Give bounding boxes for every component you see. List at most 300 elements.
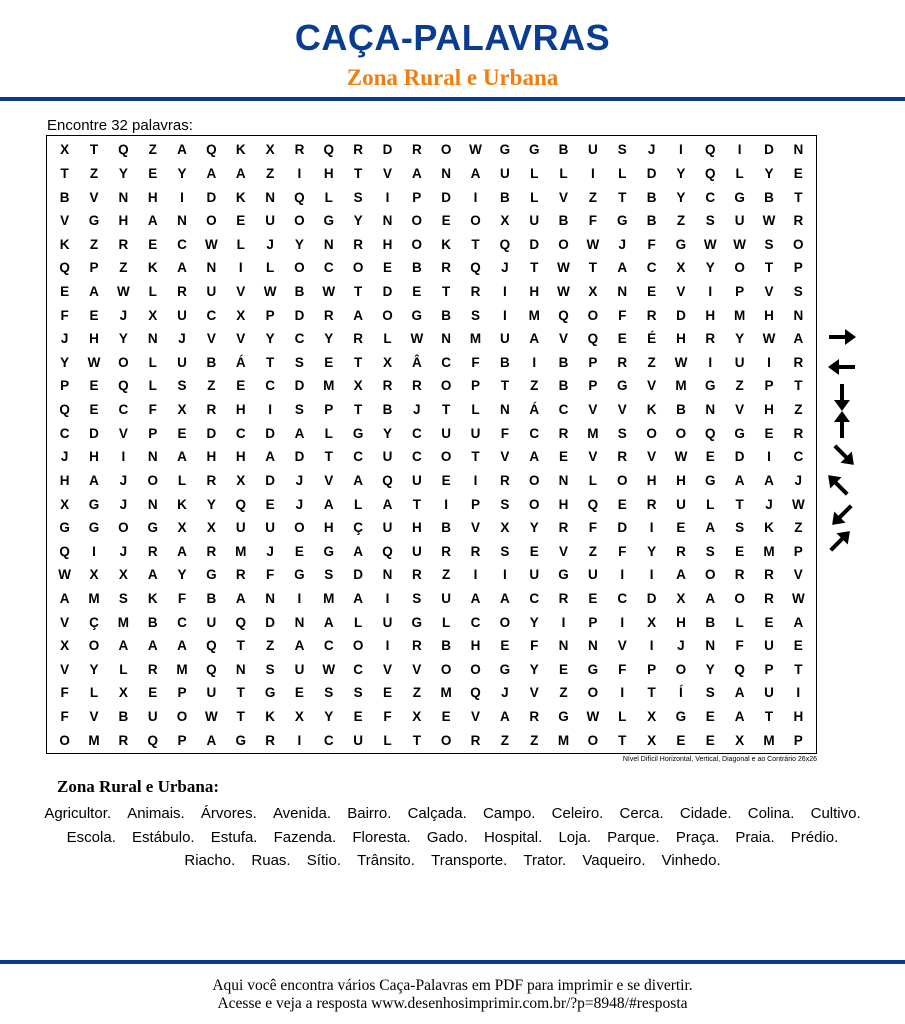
grid-letter[interactable]: Z [119, 260, 128, 276]
grid-letter[interactable]: P [588, 354, 598, 370]
grid-letter[interactable]: R [705, 331, 716, 347]
grid-letter[interactable]: V [382, 661, 392, 677]
grid-letter[interactable]: V [236, 283, 246, 299]
grid-letter[interactable]: E [617, 496, 627, 512]
grid-letter[interactable]: N [265, 189, 275, 205]
grid-letter[interactable]: V [471, 709, 481, 725]
grid-letter[interactable]: J [119, 496, 128, 512]
grid-letter[interactable]: P [793, 260, 803, 276]
grid-letter[interactable]: T [354, 354, 363, 370]
grid-letter[interactable]: E [89, 402, 99, 418]
grid-letter[interactable]: L [324, 425, 333, 441]
grid-letter[interactable]: E [764, 425, 774, 441]
grid-letter[interactable]: J [647, 142, 656, 158]
grid-letter[interactable]: M [734, 307, 746, 323]
grid-letter[interactable]: E [676, 732, 686, 748]
grid-letter[interactable]: A [177, 142, 187, 158]
grid-letter[interactable]: E [441, 213, 451, 229]
grid-letter[interactable]: T [764, 260, 774, 276]
grid-letter[interactable]: P [793, 543, 803, 559]
grid-letter[interactable]: U [382, 614, 393, 630]
grid-letter[interactable]: C [617, 590, 628, 606]
grid-letter[interactable]: Q [323, 142, 335, 158]
grid-letter[interactable]: M [323, 590, 335, 606]
grid-letter[interactable]: N [617, 283, 628, 299]
grid-letter[interactable]: J [501, 685, 509, 701]
grid-letter[interactable]: C [59, 425, 70, 441]
grid-letter[interactable]: X [353, 378, 363, 394]
grid-letter[interactable]: R [617, 354, 628, 370]
grid-letter[interactable]: T [530, 260, 539, 276]
grid-letter[interactable]: G [587, 661, 599, 677]
grid-letter[interactable]: D [646, 165, 657, 181]
grid-letter[interactable]: U [265, 520, 275, 536]
grid-letter[interactable]: I [121, 449, 126, 465]
grid-letter[interactable]: R [470, 732, 481, 748]
grid-letter[interactable]: E [236, 378, 246, 394]
grid-letter[interactable]: V [617, 638, 627, 654]
grid-letter[interactable]: O [294, 520, 305, 536]
grid-letter[interactable]: O [793, 236, 804, 252]
grid-letter[interactable]: B [147, 614, 158, 630]
grid-letter[interactable]: C [411, 425, 422, 441]
grid-letter[interactable]: B [499, 354, 510, 370]
grid-letter[interactable]: V [588, 449, 598, 465]
grid-letter[interactable]: I [473, 567, 478, 583]
grid-letter[interactable]: U [147, 709, 158, 725]
grid-letter[interactable]: A [529, 449, 540, 465]
grid-letter[interactable]: R [294, 142, 305, 158]
grid-letter[interactable]: Q [734, 661, 745, 677]
grid-letter[interactable]: R [118, 236, 129, 252]
grid-letter[interactable]: X [735, 732, 745, 748]
grid-letter[interactable]: R [734, 567, 745, 583]
grid-letter[interactable]: A [470, 165, 481, 181]
grid-letter[interactable]: S [500, 496, 510, 512]
grid-letter[interactable]: Q [382, 543, 393, 559]
grid-letter[interactable]: W [205, 709, 218, 725]
grid-letter[interactable]: Q [118, 378, 129, 394]
grid-letter[interactable]: T [764, 709, 774, 725]
grid-letter[interactable]: D [529, 236, 540, 252]
grid-letter[interactable]: E [353, 709, 363, 725]
grid-letter[interactable]: U [529, 213, 540, 229]
grid-letter[interactable]: U [353, 732, 363, 748]
grid-letter[interactable]: T [412, 732, 421, 748]
grid-letter[interactable]: C [558, 402, 569, 418]
grid-letter[interactable]: R [147, 543, 158, 559]
grid-letter[interactable]: Q [59, 402, 70, 418]
grid-letter[interactable]: L [354, 614, 363, 630]
grid-letter[interactable]: Y [265, 331, 275, 347]
grid-letter[interactable]: A [705, 590, 716, 606]
grid-letter[interactable]: X [588, 283, 598, 299]
grid-letter[interactable]: T [735, 496, 744, 512]
grid-letter[interactable]: G [147, 520, 158, 536]
grid-letter[interactable]: L [177, 472, 187, 488]
grid-letter[interactable]: X [676, 590, 686, 606]
grid-letter[interactable]: P [471, 496, 481, 512]
grid-letter[interactable]: A [294, 425, 305, 441]
grid-letter[interactable]: K [235, 189, 246, 205]
grid-letter[interactable]: A [177, 543, 187, 559]
grid-letter[interactable]: I [679, 142, 683, 158]
grid-letter[interactable]: J [413, 402, 421, 418]
grid-letter[interactable]: Z [207, 378, 216, 394]
grid-letter[interactable]: G [206, 567, 217, 583]
grid-letter[interactable]: G [411, 307, 423, 323]
grid-letter[interactable]: O [587, 685, 599, 701]
grid-letter[interactable]: C [705, 189, 716, 205]
grid-letter[interactable]: I [502, 307, 507, 323]
grid-letter[interactable]: I [796, 685, 801, 701]
grid-letter[interactable]: X [236, 307, 246, 323]
grid-letter[interactable]: L [735, 614, 744, 630]
grid-letter[interactable]: U [206, 685, 217, 701]
grid-letter[interactable]: H [646, 472, 657, 488]
grid-letter[interactable]: V [793, 567, 803, 583]
grid-letter[interactable]: A [353, 590, 363, 606]
grid-letter[interactable]: T [354, 283, 363, 299]
grid-letter[interactable]: F [148, 402, 157, 418]
grid-letter[interactable]: B [764, 189, 774, 205]
grid-letter[interactable]: V [60, 213, 70, 229]
grid-letter[interactable]: X [412, 709, 422, 725]
grid-letter[interactable]: F [588, 213, 598, 229]
grid-letter[interactable]: Y [764, 165, 774, 181]
grid-letter[interactable]: T [471, 449, 480, 465]
grid-letter[interactable]: V [735, 402, 745, 418]
grid-letter[interactable]: C [177, 614, 187, 630]
grid-letter[interactable]: H [676, 472, 686, 488]
grid-letter[interactable]: O [352, 638, 364, 654]
grid-letter[interactable]: Z [89, 236, 99, 252]
grid-letter[interactable]: A [89, 283, 99, 299]
grid-letter[interactable]: N [705, 638, 716, 654]
grid-letter[interactable]: C [353, 661, 363, 677]
grid-letter[interactable]: R [470, 543, 481, 559]
grid-letter[interactable]: X [500, 520, 510, 536]
grid-letter[interactable]: V [588, 402, 598, 418]
grid-letter[interactable]: Q [587, 331, 599, 347]
grid-letter[interactable]: N [705, 402, 716, 418]
grid-letter[interactable]: V [89, 709, 99, 725]
grid-letter[interactable]: G [705, 472, 716, 488]
grid-letter[interactable]: F [588, 520, 598, 536]
grid-letter[interactable]: C [118, 402, 129, 418]
grid-letter[interactable]: O [734, 590, 745, 606]
grid-letter[interactable]: P [177, 732, 187, 748]
grid-letter[interactable]: P [588, 378, 598, 394]
grid-letter[interactable]: V [500, 449, 510, 465]
grid-letter[interactable]: H [206, 449, 217, 465]
grid-letter[interactable]: L [706, 496, 715, 512]
grid-letter[interactable]: K [147, 590, 158, 606]
grid-letter[interactable]: I [532, 354, 537, 370]
grid-letter[interactable]: I [502, 283, 507, 299]
grid-letter[interactable]: R [558, 590, 569, 606]
grid-letter[interactable]: I [297, 732, 302, 748]
grid-letter[interactable]: V [60, 661, 70, 677]
grid-letter[interactable]: E [559, 449, 569, 465]
grid-letter[interactable]: V [559, 543, 569, 559]
grid-letter[interactable]: O [587, 732, 599, 748]
grid-letter[interactable]: V [236, 331, 246, 347]
grid-letter[interactable]: C [470, 614, 481, 630]
grid-letter[interactable]: E [265, 496, 275, 512]
grid-letter[interactable]: A [499, 709, 510, 725]
grid-letter[interactable]: E [60, 283, 70, 299]
grid-letter[interactable]: R [265, 732, 275, 748]
grid-letter[interactable]: I [620, 685, 625, 701]
grid-letter[interactable]: X [60, 496, 70, 512]
grid-letter[interactable]: D [734, 449, 745, 465]
grid-letter[interactable]: I [620, 567, 625, 583]
grid-letter[interactable]: R [411, 638, 422, 654]
grid-letter[interactable]: D [676, 307, 686, 323]
grid-letter[interactable]: D [206, 425, 217, 441]
grid-letter[interactable]: Z [148, 142, 157, 158]
grid-letter[interactable]: F [265, 567, 275, 583]
grid-letter[interactable]: O [587, 307, 599, 323]
grid-letter[interactable]: O [59, 732, 70, 748]
grid-letter[interactable]: O [616, 472, 628, 488]
grid-letter[interactable]: G [411, 614, 423, 630]
grid-letter[interactable]: Q [206, 661, 217, 677]
grid-letter[interactable]: L [618, 709, 627, 725]
grid-letter[interactable]: R [646, 307, 657, 323]
grid-letter[interactable]: R [235, 567, 246, 583]
grid-letter[interactable]: P [793, 732, 803, 748]
grid-letter[interactable]: A [734, 685, 745, 701]
grid-letter[interactable]: I [561, 614, 566, 630]
grid-letter[interactable]: W [586, 709, 600, 725]
grid-letter[interactable]: Q [147, 732, 158, 748]
grid-letter[interactable]: X [148, 307, 158, 323]
grid-letter[interactable]: R [441, 543, 452, 559]
grid-letter[interactable]: O [440, 142, 452, 158]
grid-letter[interactable]: B [646, 189, 657, 205]
grid-letter[interactable]: O [558, 236, 569, 252]
grid-letter[interactable]: Y [382, 425, 392, 441]
grid-letter[interactable]: C [323, 638, 334, 654]
grid-letter[interactable]: E [793, 165, 803, 181]
grid-letter[interactable]: P [60, 378, 70, 394]
grid-letter[interactable]: I [708, 283, 713, 299]
grid-letter[interactable]: X [236, 472, 246, 488]
grid-letter[interactable]: Q [59, 543, 70, 559]
grid-letter[interactable]: Y [206, 496, 216, 512]
grid-letter[interactable]: S [764, 236, 774, 252]
grid-letter[interactable]: H [323, 520, 334, 536]
grid-letter[interactable]: H [59, 472, 70, 488]
grid-letter[interactable]: A [147, 567, 158, 583]
grid-letter[interactable]: G [616, 213, 628, 229]
grid-letter[interactable]: B [676, 402, 686, 418]
grid-letter[interactable]: N [294, 614, 305, 630]
grid-letter[interactable]: R [206, 543, 217, 559]
grid-letter[interactable]: G [558, 709, 569, 725]
grid-letter[interactable]: U [764, 685, 774, 701]
grid-letter[interactable]: I [297, 165, 302, 181]
grid-letter[interactable]: Y [60, 354, 70, 370]
grid-letter[interactable]: A [323, 496, 334, 512]
grid-letter[interactable]: V [118, 425, 128, 441]
grid-letter[interactable]: A [793, 331, 804, 347]
grid-letter[interactable]: L [618, 165, 627, 181]
grid-letter[interactable]: R [676, 543, 686, 559]
grid-letter[interactable]: Y [676, 165, 686, 181]
grid-letter[interactable]: N [441, 331, 452, 347]
grid-letter[interactable]: E [529, 543, 539, 559]
grid-letter[interactable]: A [529, 331, 540, 347]
grid-letter[interactable]: F [60, 709, 69, 725]
grid-letter[interactable]: O [440, 449, 452, 465]
grid-letter[interactable]: S [705, 685, 715, 701]
grid-letter[interactable]: M [235, 543, 247, 559]
grid-letter[interactable]: Z [588, 189, 598, 205]
grid-letter[interactable]: U [588, 567, 598, 583]
grid-letter[interactable]: A [118, 638, 129, 654]
grid-letter[interactable]: R [499, 472, 510, 488]
grid-letter[interactable]: Y [647, 543, 657, 559]
grid-letter[interactable]: G [499, 661, 511, 677]
grid-letter[interactable]: L [148, 283, 157, 299]
grid-letter[interactable]: O [440, 661, 452, 677]
grid-letter[interactable]: S [265, 661, 275, 677]
grid-letter[interactable]: M [88, 732, 100, 748]
grid-letter[interactable]: E [441, 472, 451, 488]
grid-letter[interactable]: Ç [353, 520, 363, 536]
grid-letter[interactable]: V [529, 685, 539, 701]
grid-letter[interactable]: H [470, 638, 481, 654]
grid-letter[interactable]: W [87, 354, 101, 370]
grid-letter[interactable]: T [60, 165, 69, 181]
grid-letter[interactable]: T [236, 709, 245, 725]
grid-letter[interactable]: H [676, 331, 686, 347]
grid-letter[interactable]: S [705, 543, 715, 559]
grid-letter[interactable]: O [294, 260, 305, 276]
grid-letter[interactable]: G [264, 685, 276, 701]
grid-letter[interactable]: D [617, 520, 628, 536]
grid-letter[interactable]: X [647, 614, 657, 630]
grid-letter[interactable]: W [58, 567, 72, 583]
grid-letter[interactable]: M [763, 732, 775, 748]
grid-letter[interactable]: L [383, 331, 392, 347]
grid-letter[interactable]: S [177, 378, 187, 394]
grid-letter[interactable]: I [238, 260, 243, 276]
grid-letter[interactable]: C [529, 590, 540, 606]
grid-letter[interactable]: O [675, 425, 687, 441]
grid-letter[interactable]: M [323, 378, 335, 394]
grid-letter[interactable]: X [647, 709, 657, 725]
grid-letter[interactable]: E [705, 449, 715, 465]
grid-letter[interactable]: Y [294, 236, 304, 252]
grid-letter[interactable]: W [762, 331, 776, 347]
grid-letter[interactable]: E [500, 638, 510, 654]
grid-letter[interactable]: D [646, 590, 657, 606]
grid-letter[interactable]: V [617, 402, 627, 418]
grid-letter[interactable]: Q [235, 614, 246, 630]
grid-letter[interactable]: F [647, 236, 656, 252]
grid-letter[interactable]: Q [59, 260, 70, 276]
grid-letter[interactable]: J [501, 260, 509, 276]
grid-letter[interactable]: L [530, 189, 539, 205]
grid-letter[interactable]: O [499, 614, 511, 630]
grid-letter[interactable]: E [148, 165, 158, 181]
grid-letter[interactable]: L [148, 354, 157, 370]
grid-letter[interactable]: S [793, 283, 803, 299]
grid-letter[interactable]: C [235, 425, 246, 441]
grid-letter[interactable]: T [442, 402, 451, 418]
grid-letter[interactable]: A [177, 260, 187, 276]
grid-letter[interactable]: N [147, 449, 158, 465]
grid-letter[interactable]: M [117, 614, 129, 630]
grid-letter[interactable]: F [618, 661, 627, 677]
grid-letter[interactable]: J [266, 236, 274, 252]
grid-letter[interactable]: C [206, 307, 217, 323]
grid-letter[interactable]: N [558, 472, 569, 488]
grid-letter[interactable]: I [649, 638, 654, 654]
grid-letter[interactable]: F [530, 638, 539, 654]
grid-letter[interactable]: M [469, 331, 482, 347]
grid-letter[interactable]: V [764, 283, 774, 299]
grid-letter[interactable]: F [60, 685, 69, 701]
grid-letter[interactable]: X [60, 638, 70, 654]
grid-letter[interactable]: V [471, 520, 481, 536]
grid-letter[interactable]: W [116, 283, 130, 299]
grid-letter[interactable]: N [118, 189, 129, 205]
grid-letter[interactable]: K [59, 236, 70, 252]
grid-letter[interactable]: O [88, 638, 100, 654]
grid-letter[interactable]: O [675, 661, 687, 677]
grid-letter[interactable]: Y [177, 567, 187, 583]
grid-letter[interactable]: É [647, 331, 657, 347]
grid-letter[interactable]: A [764, 472, 774, 488]
grid-letter[interactable]: D [206, 189, 217, 205]
grid-letter[interactable]: Z [647, 354, 656, 370]
grid-letter[interactable]: U [529, 567, 540, 583]
grid-letter[interactable]: G [323, 543, 335, 559]
grid-letter[interactable]: B [206, 354, 217, 370]
grid-letter[interactable]: S [118, 590, 128, 606]
grid-letter[interactable]: P [735, 283, 745, 299]
grid-letter[interactable]: A [147, 638, 158, 654]
grid-letter[interactable]: B [646, 213, 657, 229]
grid-letter[interactable]: D [294, 449, 305, 465]
grid-letter[interactable]: M [176, 661, 188, 677]
grid-letter[interactable]: Y [705, 661, 715, 677]
grid-letter[interactable]: J [677, 638, 685, 654]
grid-letter[interactable]: U [499, 165, 510, 181]
grid-letter[interactable]: K [441, 236, 452, 252]
grid-letter[interactable]: O [528, 496, 540, 512]
grid-letter[interactable]: X [647, 732, 657, 748]
grid-letter[interactable]: A [705, 520, 716, 536]
grid-letter[interactable]: L [530, 165, 539, 181]
grid-letter[interactable]: E [89, 378, 99, 394]
grid-letter[interactable]: B [382, 402, 393, 418]
grid-letter[interactable]: A [411, 165, 422, 181]
grid-letter[interactable]: Q [470, 685, 481, 701]
grid-letter[interactable]: R [118, 732, 129, 748]
grid-letter[interactable]: W [791, 496, 805, 512]
grid-letter[interactable]: W [557, 283, 570, 299]
grid-letter[interactable]: G [352, 425, 364, 441]
grid-letter[interactable]: B [206, 590, 217, 606]
grid-letter[interactable]: J [119, 472, 128, 488]
grid-letter[interactable]: G [59, 520, 70, 536]
